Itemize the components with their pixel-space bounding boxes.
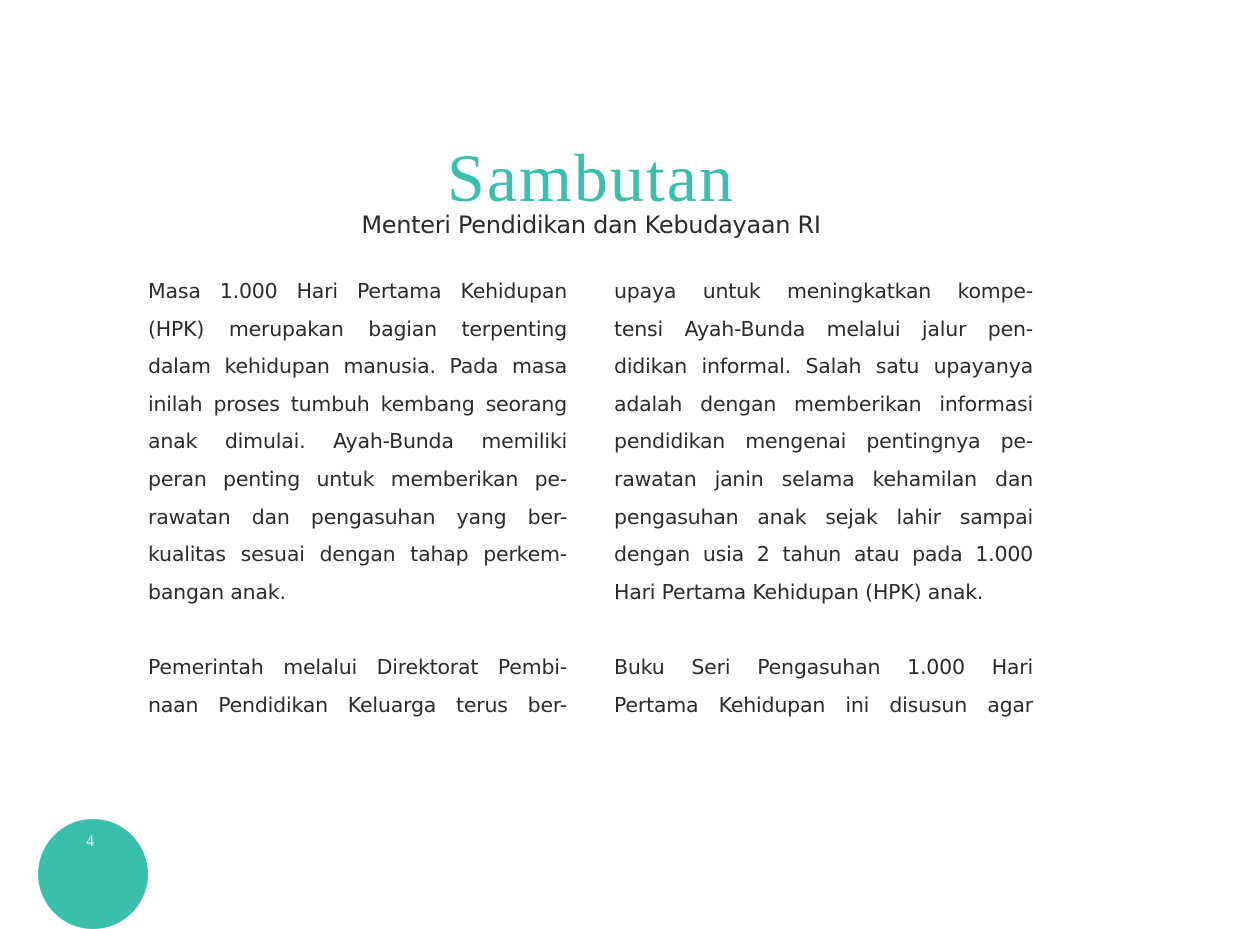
page-number: 4 (86, 833, 94, 850)
text-line: (HPK) merupakan bagian terpenting (148, 316, 567, 341)
text-line: pengasuhan anak sejak lahir sampai (614, 504, 1033, 529)
paragraph (614, 273, 1033, 611)
text-line: tensi Ayah-Bunda melalui jalur pen- (614, 316, 1033, 341)
page-subtitle: Menteri Pendidikan dan Kebudayaan RI (361, 211, 821, 239)
text-line: naan Pendidikan Keluarga terus ber- (148, 692, 567, 717)
text-line: adalah dengan memberikan informasi (614, 391, 1033, 416)
text-line: Hari Pertama Kehidupan (HPK) anak. (614, 579, 984, 604)
text-line: bangan anak. (148, 579, 286, 604)
text-line: didikan informal. Salah satu upayanya (614, 354, 1033, 379)
text-column-left (148, 273, 567, 762)
text-line: dalam kehidupan manusia. Pada masa (148, 354, 567, 379)
text-line: Buku Seri Pengasuhan 1.000 Hari (614, 654, 1033, 679)
text-line: Pertama Kehidupan ini disusun agar (614, 692, 1033, 717)
text-line: rawatan janin selama kehamilan dan (614, 466, 1033, 491)
text-line: kualitas sesuai dengan tahap perkem- (148, 542, 567, 567)
text-line: upaya untuk meningkatkan kompe- (614, 279, 1033, 303)
paragraph (148, 649, 567, 724)
text-line: Masa 1.000 Hari Pertama Kehidupan (148, 279, 567, 303)
text-line: rawatan dan pengasuhan yang ber- (148, 504, 567, 529)
text-line: peran penting untuk memberikan pe- (148, 466, 567, 491)
text-line: inilah proses tumbuh kembang seorang (148, 391, 567, 416)
text-line: Pemerintah melalui Direktorat Pembi- (148, 654, 567, 679)
text-line: dengan usia 2 tahun atau pada 1.000 (614, 542, 1033, 567)
text-column-right (614, 273, 1033, 762)
paragraph (148, 273, 567, 611)
page-title: Sambutan (447, 140, 735, 216)
text-line: anak dimulai. Ayah-Bunda memiliki (148, 429, 567, 454)
paragraph (614, 649, 1033, 724)
text-line: pendidikan mengenai pentingnya pe- (614, 429, 1033, 454)
